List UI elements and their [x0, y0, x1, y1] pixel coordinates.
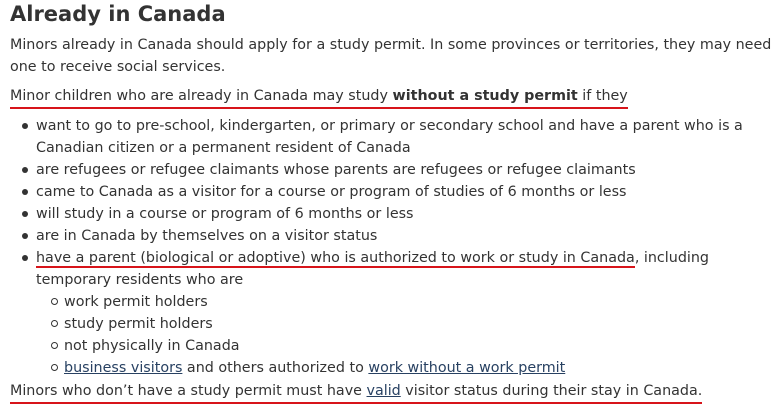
section-heading: Already in Canada — [10, 2, 226, 26]
others-text: and others authorized to — [182, 360, 369, 376]
sub-condition-item: work permit holders — [64, 291, 778, 313]
closing-sentence — [10, 380, 702, 404]
highlighted-parent-text: have a parent (biological or adoptive) who is authorized to work or study in Canada — [36, 250, 635, 266]
work-without-permit-link[interactable]: work without a work permit — [368, 360, 566, 376]
valid-link[interactable]: valid — [366, 383, 401, 399]
condition-item: are refugees or refugee claimants whose parents are refugees or refugee claimants — [36, 159, 778, 181]
lead-text-2: if they — [577, 88, 628, 104]
lead-bold-text: without a study permit — [392, 88, 578, 104]
sub-condition-item: study permit holders — [64, 313, 778, 335]
sub-condition-item-links — [64, 357, 778, 379]
condition-item: want to go to pre-school, kindergarten, or primary or secondary school and have a parent who is a Canadian citizen or a permanent resident of Canada — [36, 115, 778, 159]
conditions-list — [36, 115, 778, 379]
parent-text-rest: , including temporary residents who are — [36, 250, 710, 288]
closing-text-1: Minors who don’t have a study permit must have — [10, 383, 367, 399]
lead-text-1: Minor children who are already in Canada may study — [10, 88, 393, 104]
business-visitors-link[interactable]: business visitors — [64, 360, 183, 376]
closing-text-2: visitor status during their stay in Canada. — [400, 383, 703, 399]
lead-sentence — [10, 85, 628, 109]
sub-condition-item: not physically in Canada — [64, 335, 778, 357]
condition-item: came to Canada as a visitor for a course or program of studies of 6 months or less — [36, 181, 778, 203]
condition-item-parent — [36, 247, 778, 379]
intro-paragraph: Minors already in Canada should apply for a study permit. In some provinces or territories, they may need one to receive social services. — [10, 37, 772, 75]
condition-item: will study in a course or program of 6 months or less — [36, 203, 778, 225]
condition-item: are in Canada by themselves on a visitor status — [36, 225, 778, 247]
sub-conditions-list — [36, 291, 778, 379]
